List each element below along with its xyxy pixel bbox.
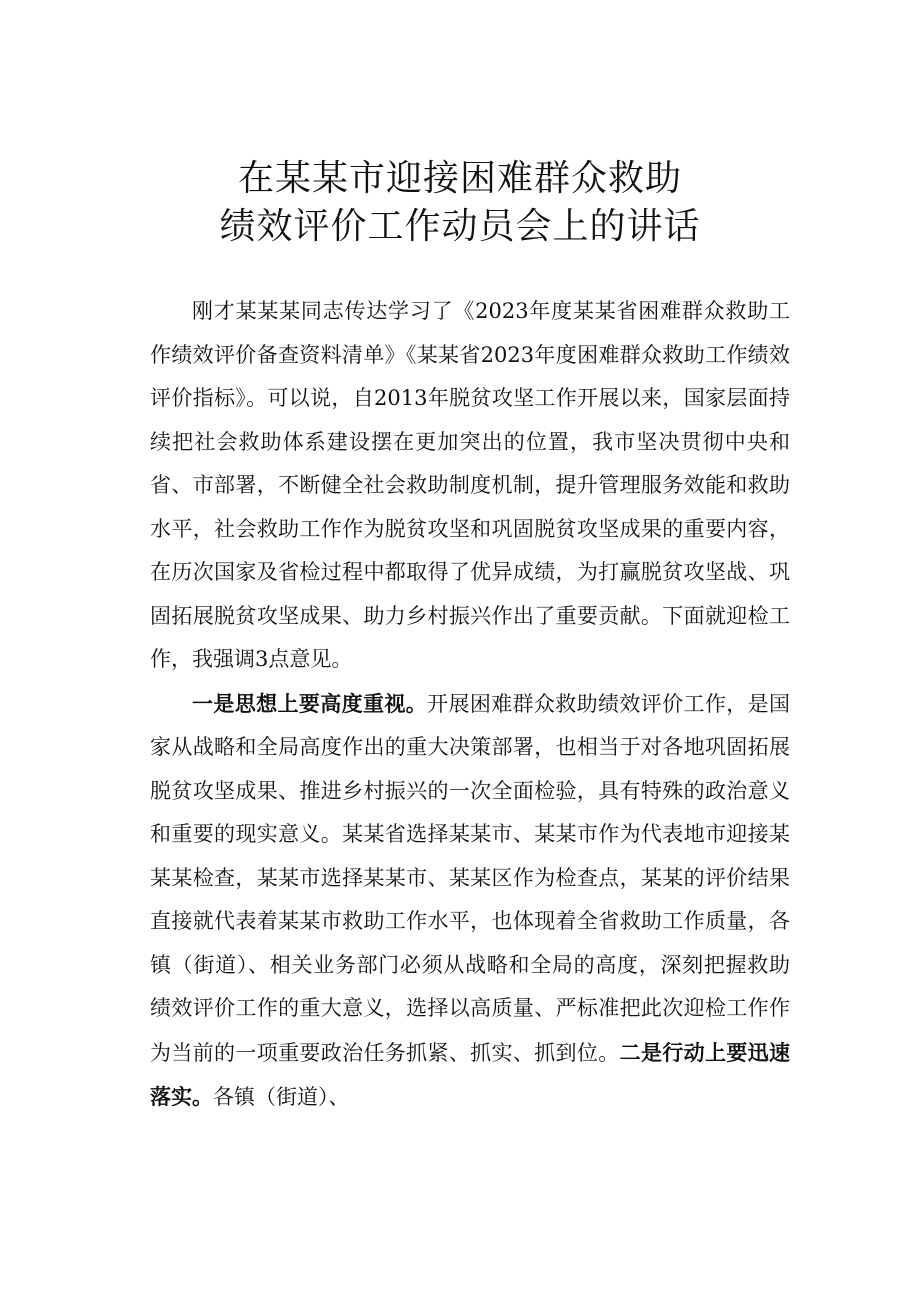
paragraph-2-lead-heading: 一是思想上要高度重视。 bbox=[192, 690, 428, 716]
paragraph-2-text: 开展困难群众救助绩效评价工作，是国家从战略和全局高度作出的重大决策部署，也相当于对各地巩固拓展脱贫攻坚成果、推进乡村振兴的一次全面检验，具有特殊的政治意义和重要的现实意义。某某省选择某某市、某某市作为代表地市迎接某某某检查，某某市选择某某市、某某区作为检查点，某某的评价结果直接就代表着某某市救助工作水平，也体现着全省救助工作质量，各镇（街道）、相关业务部门必须从战略和全局的高度，深刻把握救助绩效评价工作的重大意义，选择以高质量、严标准把此次迎检工作作为当前的一项重要政治任务抓紧、抓实、抓到位。 bbox=[150, 691, 791, 1065]
title-line-2: 绩效评价工作动员会上的讲话 bbox=[219, 206, 701, 247]
paragraph-2-second-heading: 二是行动上要迅速落实。 bbox=[150, 1039, 791, 1109]
paragraph-2 bbox=[150, 682, 790, 1120]
paragraph-1-text: 刚才某某某同志传达学习了《2023年度某某省困难群众救助工作绩效评价备查资料清单》《某某省2023年度困难群众救助工作绩效评价指标》。可以说，自2013年脱贫攻坚工作开展以来，国家层面持续把社会救助体系建设摆在更加突出的位置，我市坚决贯彻中央和省、市部署，不断健全社会救助制度机制，提升管理服务效能和救助水平，社会救助工作作为脱贫攻坚和巩固脱贫攻坚成果的重要内容，在历次国家及省检过程中都取得了优异成绩，为打赢脱贫攻坚战、巩固拓展脱贫攻坚成果、助力乡村振兴作出了重要贡献。下面就迎检工作，我强调3点意见。 bbox=[150, 299, 790, 671]
document-body bbox=[150, 290, 790, 1120]
title-line-1: 在某某市迎接困难群众救助 bbox=[237, 158, 682, 199]
paragraph-1 bbox=[150, 290, 790, 682]
document-title bbox=[0, 155, 920, 251]
paragraph-2-tail-text: 各镇（街道）、 bbox=[213, 1085, 350, 1109]
